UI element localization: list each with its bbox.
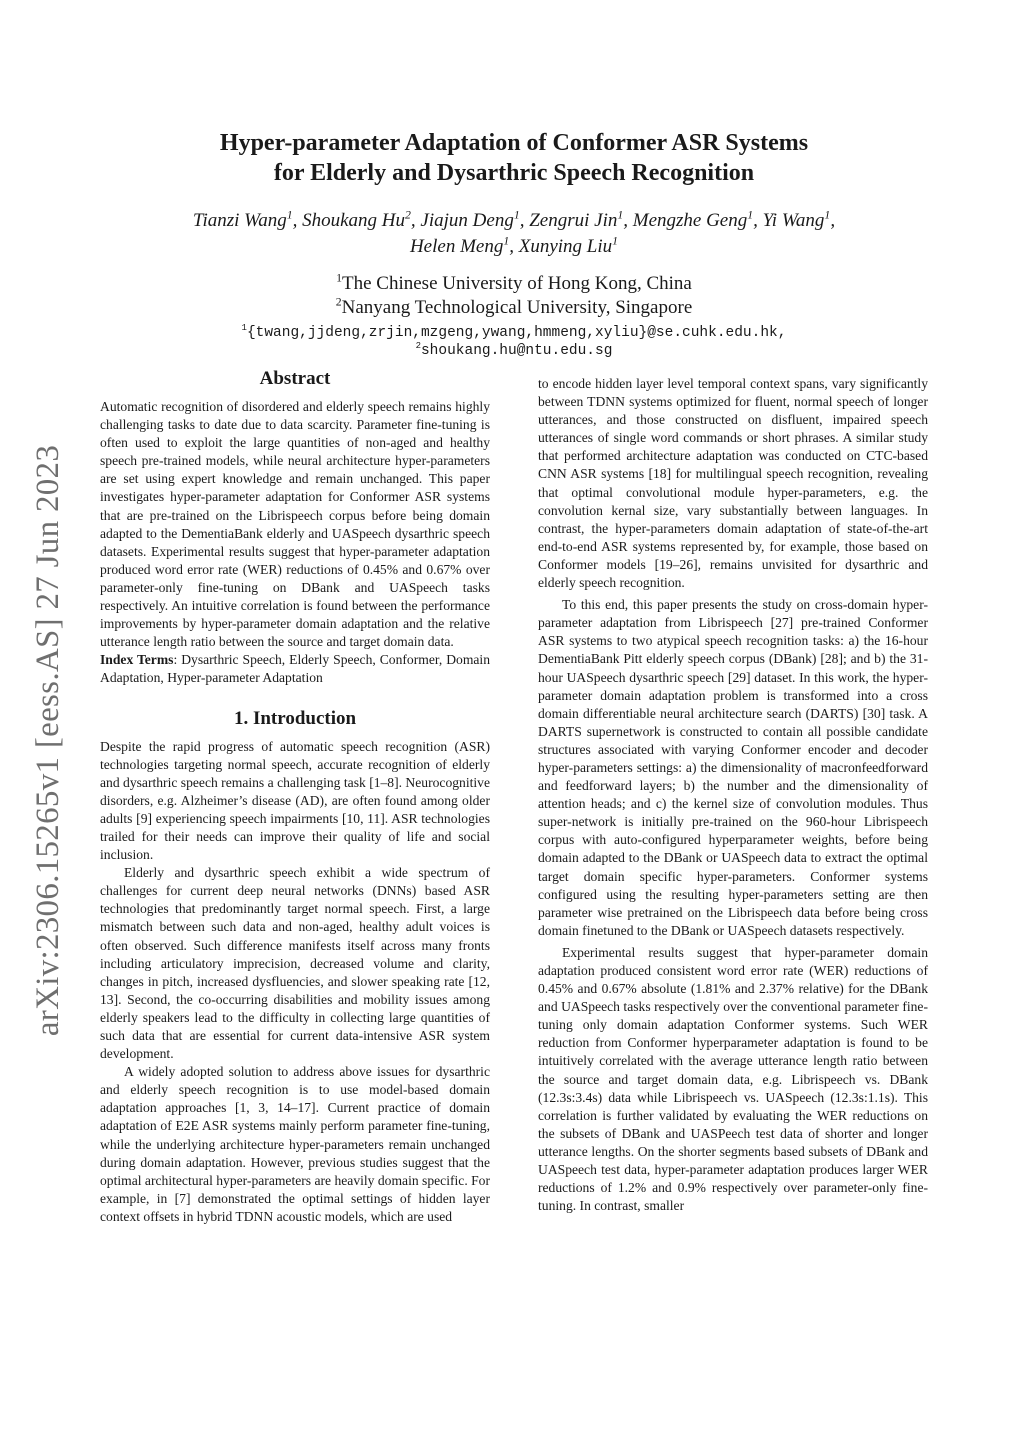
index-terms bbox=[100, 651, 490, 687]
body-paragraph: to encode hidden layer level temporal context spans, vary significantly between TDNN systems optimized for fluent, normal speech of longer utterances, and those constructed on disfluent, impaired speech utterances of single word commands or short phrases. A similar study that performed architecture adaptation was conducted on CTC-based CNN ASR systems [18] for multilingual speech recognition, revealing that optimal convolutional module hyper-parameters, e.g. the convolution kernal size, vary substantially between languages. In contrast, the hyper-parameters domain adaptation of state-of-the-art end-to-end ASR systems represented by, for example, those based on Conformer models [19–26], remains unvisited for dysarthric and elderly speech recognition. bbox=[538, 376, 928, 591]
intro-paragraph: Despite the rapid progress of automatic speech recognition (ASR) technologies targeting normal speech, accurate recognition of elderly and dysarthric speech remains a challenging task [1–8]. Neurocognitive disorders, e.g. Alzheimer’s disease (AD), are often found among older adults [9] experiencing speech impairments [10, 11]. ASR technologies trailed for their needs can improve their quality of life and social inclusion. bbox=[100, 738, 490, 863]
affiliation: $^1$The Chinese University of Hong Kong, China bbox=[336, 271, 692, 294]
body-paragraph: Experimental results suggest that hyper-parameter domain adaptation produced consistent word error rate (WER) reductions of 0.45% and 0.67% absolute (1.81% and 2.37% relative) for the DBank and UASpeech tasks respectively over the conventional parameter fine-tuning only domain adaptation Conformer systems. Such WER reduction from Conformer hyperparameter adaptation is found to be intuitively correlated with the average utterance length ratio between the source and target domain data, e.g. Librispeech vs. DBank (12.3s:3.4s) data while Librispeech vs. UASpeech (12.3s:1.1s). This correlation is further validated by evaluating the WER reductions on the subsets of DBank and UASPeech test data of shorter and longer utterance lengths. On the shorter segments based subsets of DBank and UASpeech test data, hyper-parameter adaptation produces larger WER reductions of 1.2% and 0.9% respectively over parameter-only fine-tuning. In contrast, smaller bbox=[538, 944, 928, 1214]
intro-paragraph: A widely adopted solution to address above issues for dysarthric and elderly speech recognition is to use model-based domain adaptation approaches [1, 3, 14–17]. Current practice of domain adaptation of E2E ASR systems mainly perform parameter fine-tuning, while the underlying architecture hyper-parameters remain unchanged during domain adaptation. However, previous studies suggest that the optimal architectural hyper-parameters are heavily domain specific. For example, in [7] demonstrated the optimal settings of hidden layer context offsets in hybrid TDNN acoustic models, which are used bbox=[100, 1064, 491, 1224]
author: Jiajun Deng$^1$, bbox=[420, 208, 530, 231]
introduction-heading: 1. Introduction bbox=[233, 707, 357, 729]
paper-title bbox=[100, 128, 928, 188]
author: Tianzi Wang$^1$, bbox=[192, 208, 303, 231]
arxiv-identifier-sidebar bbox=[14, 440, 84, 1040]
body-paragraph: To this end, this paper presents the study on cross-domain hyper-parameter adaptation from Librispeech [27] pre-trained Conformer ASR systems to two atypical speech recognition tasks: a) the 16-hour DementiaBank Pitt elderly speech corpus (DBank) [28]; and b) the 31-hour UASpeech dysarthric speech [29] dataset. In this work, the hyper-parameter domain adaptation problem is transformed into a cross domain differentiable neural architecture search (DARTS) [30] task. A DARTS supernetwork is constructed to contain all possible candidate structures associated with varying Conformer encoder and decoder hyper-parameters settings: a) the dimensionality of macronfeedforward and feedforward layers; b) the number and the dimensionality of attention heads; and c) the kernel size of convolution modules. Thus super-network is initially pre-trained on the 960-hour Librispeech corpus with auto-configured hyperparameter weights, before being domain adapted to the DBank or UASpeech data to extract the optimal target domain specific hyper-parameters. Conformer systems configured using the resulting hyper-parameters setting are then parameter wise pretrained on the Librispeech data before being cross domain finetuned to the DBank or UASpeech datasets respectively. bbox=[538, 597, 928, 938]
email-line: $^1${twang,jjdeng,zrjin,mzgeng,ywang,hmmeng,xyliu}@se.cuhk.edu.hk, bbox=[241, 323, 787, 341]
affiliations bbox=[100, 272, 928, 320]
author: Mengzhe Geng$^1$, bbox=[632, 208, 763, 231]
affiliation: $^2$Nanyang Technological University, Singapore bbox=[335, 295, 693, 318]
email-line: $^2$shoukang.hu@ntu.edu.sg bbox=[415, 341, 613, 359]
title-line-1: Hyper-parameter Adaptation of Conformer ASR Systems bbox=[219, 130, 809, 156]
author: Yi Wang$^1$, bbox=[762, 208, 836, 231]
author-emails bbox=[100, 324, 928, 360]
author: Zengrui Jin$^1$, bbox=[529, 208, 633, 231]
index-terms-label: Index Terms bbox=[100, 652, 174, 668]
title-line-2: for Elderly and Dysarthric Speech Recognition bbox=[273, 160, 755, 186]
author-list bbox=[100, 208, 928, 260]
arxiv-identifier: arXiv:2306.15265v1 [eess.AS] 27 Jun 2023 bbox=[30, 444, 67, 1036]
abstract-text: Automatic recognition of disordered and elderly speech remains highly challenging tasks to date due to data scarcity. Parameter fine-tuning is often used to exploit the large quantities of non-aged and healthy speech pre-trained models, while neural architecture hyper-parameters are set using expert knowledge and remain unchanged. This paper investigates hyper-parameter adaptation for Conformer ASR systems that are pre-trained on the Librispeech corpus before being domain adapted to the DementiaBank elderly and UASpeech dysarthric speech datasets. Experimental results suggest that hyper-parameter adaptation produced word error rate (WER) reductions of 0.45% and 0.67% over parameter-only fine-tuning on DBank and UASpeech tasks respectively. An intuitive correlation is found between the performance improvements by hyper-parameter domain adaptation and the relative utterance length ratio between the source and target domain data. bbox=[100, 399, 490, 650]
abstract-heading: Abstract bbox=[259, 368, 331, 389]
author: Xunying Liu$^1$ bbox=[518, 234, 619, 257]
author: Shoukang Hu$^2$, bbox=[302, 208, 421, 231]
left-column bbox=[100, 368, 490, 1226]
index-terms-text: : Dysarthric Speech, Elderly Speech, Conformer, Domain Adaptation, Hyper-parameter Adaptation bbox=[100, 652, 490, 686]
intro-paragraph: Elderly and dysarthric speech exhibit a wide spectrum of challenges for current deep neural networks (DNNs) based ASR technologies that predominantly target normal speech. First, a large mismatch between such data and non-aged, healthy adult voices is often observed. Such difference manifests itself across many fronts including articulatory imprecision, decreased volume and clarity, changes in pitch, increased dysfluencies, and slower speaking rate [12, 13]. Second, the co-occurring disabilities and mobility issues among elderly speakers lead to the difficulty in collecting large quantities of such data that are essential for current data-intensive ASR system development. bbox=[100, 865, 490, 1062]
right-column bbox=[538, 375, 928, 1215]
author: Helen Meng$^1$, bbox=[409, 234, 519, 257]
